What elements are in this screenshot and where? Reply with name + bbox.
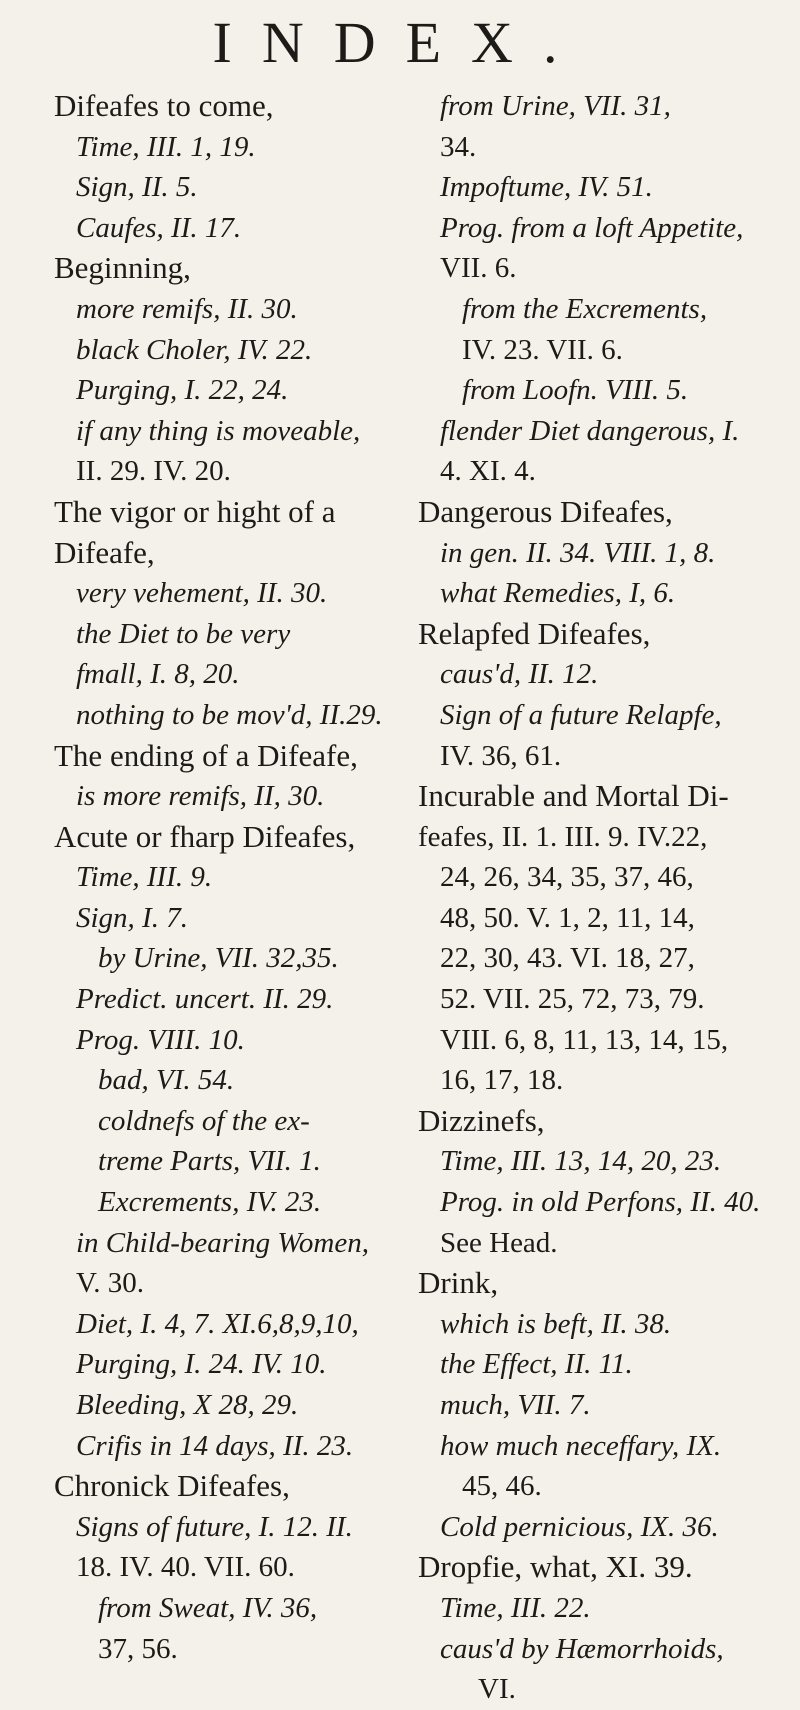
index-entry: Bleeding, X 28, 29. <box>76 1389 299 1421</box>
index-entry: Impoftume, IV. 51. <box>440 171 653 204</box>
index-entry: Prog. VIII. 10. <box>76 1023 245 1056</box>
index-entry: 22, 30, 43. VI. 18, 27, <box>440 942 695 975</box>
index-entry: in gen. II. 34. VIII. 1, 8. <box>440 536 716 569</box>
index-entry: very vehement, II. 30. <box>76 577 328 610</box>
index-entry: 48, 50. V. 1, 2, 11, 14, <box>440 901 695 934</box>
index-entry: caus'd by Hæmorrhoids, <box>440 1632 724 1665</box>
index-entry: treme Parts, VII. 1. <box>98 1145 321 1178</box>
left-column <box>54 86 429 1669</box>
index-entry: 16, 17, 18. <box>440 1064 564 1097</box>
index-entry: if any thing is moveable, <box>76 414 361 447</box>
index-heading: The ending of a Difeafe, <box>54 737 358 773</box>
index-entry: Time, III. 9. <box>76 861 213 894</box>
index-entry: VI. <box>478 1673 516 1706</box>
index-entry: IV. 23. VII. 6. <box>462 333 623 366</box>
index-entry: coldnefs of the ex- <box>98 1104 310 1137</box>
index-entry: the Effect, II. 11. <box>440 1348 633 1381</box>
index-entry: Time, III. 13, 14, 20, 23. <box>440 1145 722 1178</box>
index-entry: much, VII. 7. <box>440 1389 591 1421</box>
index-heading: The vigor or hight of a <box>54 493 336 529</box>
index-heading: Dropfie, what, XI. 39. <box>418 1549 693 1585</box>
index-entry: Time, III. 22. <box>440 1591 591 1624</box>
index-entry: Sign of a future Relapfe, <box>440 698 722 731</box>
index-entry: from the Excrements, <box>462 292 708 325</box>
index-entry: II. 29. IV. 20. <box>76 455 231 488</box>
index-entry: Purging, I. 22, 24. <box>76 374 289 407</box>
index-entry: Sign, I. 7. <box>76 901 188 934</box>
index-heading: Relapfed Difeafes, <box>418 615 651 651</box>
index-entry: Purging, I. 24. IV. 10. <box>76 1348 327 1381</box>
index-entry: VII. 6. <box>440 252 517 285</box>
index-heading: Difeafe, <box>54 534 155 570</box>
index-entry: Cold pernicious, IX. 36. <box>440 1510 719 1543</box>
index-entry: Sign, II. 5. <box>76 171 198 204</box>
index-heading: Beginning, <box>54 250 191 286</box>
index-entry: black Choler, IV. 22. <box>76 333 313 366</box>
index-heading: Dizzinefs, <box>418 1102 545 1138</box>
index-entry: in Child-bearing Women, <box>76 1226 369 1259</box>
index-entry: Prog. from a loft Appetite, <box>440 211 744 244</box>
index-entry: caus'd, II. 12. <box>440 658 599 691</box>
index-entry: Caufes, II. 17. <box>76 211 242 244</box>
index-heading: Difeafes to come, <box>54 88 274 123</box>
index-entry: Time, III. 1, 19. <box>76 130 256 163</box>
index-entry: flender Diet dangerous, I. <box>440 414 740 447</box>
index-entry: the Diet to be very <box>76 617 291 650</box>
index-entry: Prog. in old Perfons, II. 40. <box>440 1186 761 1219</box>
index-heading: Incurable and Mortal Di- <box>418 778 729 814</box>
index-entry: Crifis in 14 days, II. 23. <box>76 1429 354 1462</box>
index-entry: which is beft, II. 38. <box>440 1307 672 1340</box>
index-entry: V. 30. <box>76 1267 144 1300</box>
index-heading: Drink, <box>418 1265 499 1301</box>
index-entry: more remifs, II. 30. <box>76 292 298 325</box>
index-entry: 37, 56. <box>98 1632 178 1665</box>
index-entry: 45, 46. <box>462 1470 542 1503</box>
index-heading: Chronick Difeafes, <box>54 1468 290 1504</box>
index-entry: Excrements, IV. 23. <box>98 1186 322 1219</box>
page-header: INDEX. <box>212 10 588 75</box>
index-entry: from Sweat, IV. 36, <box>98 1591 318 1624</box>
index-entry: fmall, I. 8, 20. <box>76 658 240 691</box>
index-entry: VIII. 6, 8, 11, 13, 14, 15, <box>440 1023 729 1056</box>
index-entry: 24, 26, 34, 35, 37, 46, <box>440 861 694 894</box>
index-entry: how much neceffary, IX. <box>440 1429 722 1462</box>
index-entry: See Head. <box>440 1226 558 1259</box>
index-heading: Acute or fharp Difeafes, <box>54 818 356 854</box>
index-entry: from Loofn. VIII. 5. <box>462 374 689 407</box>
right-column <box>418 86 793 1710</box>
index-entry: from Urine, VII. 31, <box>440 90 671 122</box>
index-entry: IV. 36, 61. <box>440 739 562 772</box>
index-entry: Diet, I. 4, 7. XI.6,8,9,10, <box>76 1307 359 1340</box>
index-entry: 4. XI. 4. <box>440 455 536 488</box>
index-heading: feafes, II. 1. III. 9. IV.22, <box>418 820 708 853</box>
index-entry: 52. VII. 25, 72, 73, 79. <box>440 983 705 1016</box>
index-entry: 18. IV. 40. VII. 60. <box>76 1551 295 1584</box>
index-entry: nothing to be mov'd, II.29. <box>76 698 383 731</box>
index-entry: Signs of future, I. 12. II. <box>76 1510 353 1543</box>
index-entry: 34. <box>440 130 477 163</box>
index-entry: by Urine, VII. 32,35. <box>98 942 339 975</box>
index-entry: is more remifs, II, 30. <box>76 780 325 813</box>
index-entry: what Remedies, I, 6. <box>440 577 676 610</box>
index-entry: Predict. uncert. II. 29. <box>76 983 334 1016</box>
index-heading: Dangerous Difeafes, <box>418 493 673 529</box>
index-entry: bad, VI. 54. <box>98 1064 235 1097</box>
